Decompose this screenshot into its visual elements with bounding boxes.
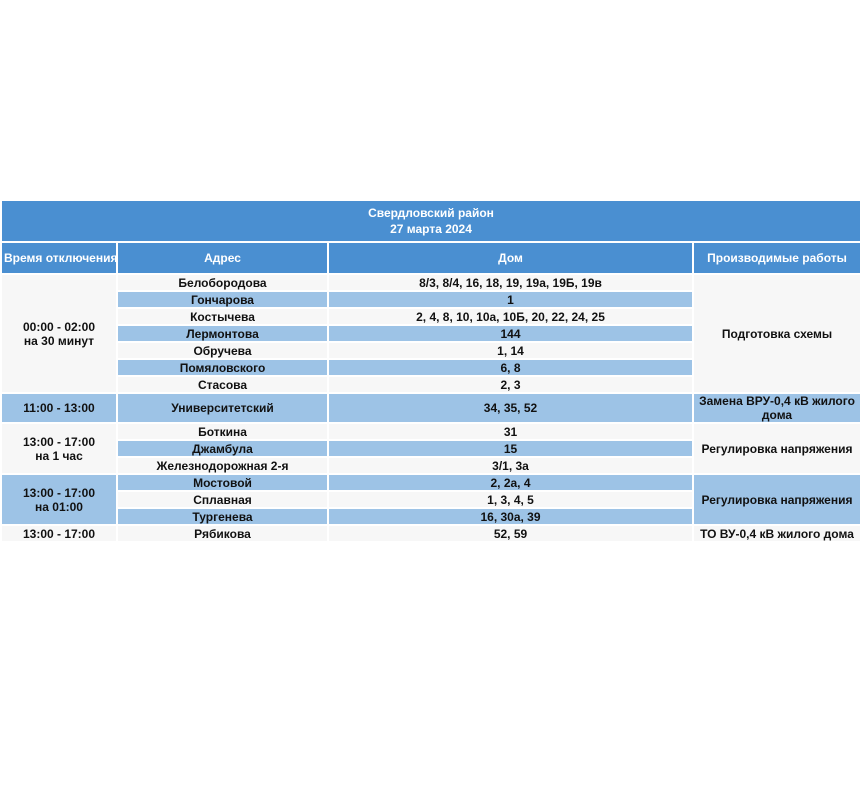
- outage-time-cell: 11:00 - 13:00: [1, 393, 117, 423]
- column-header-time: Время отключения: [1, 242, 117, 274]
- address-cell: Мостовой: [117, 474, 328, 491]
- address-cell: Лермонтова: [117, 325, 328, 342]
- table-row: [1, 274, 860, 291]
- address-cell: Помяловского: [117, 359, 328, 376]
- house-cell: 2, 3: [328, 376, 693, 393]
- address-cell: Сплавная: [117, 491, 328, 508]
- address-cell: Белобородова: [117, 274, 328, 291]
- address-cell: Университетский: [117, 393, 328, 423]
- house-cell: 6, 8: [328, 359, 693, 376]
- work-cell: Подготовка схемы: [693, 274, 860, 393]
- house-cell: 52, 59: [328, 525, 693, 542]
- house-cell: 8/3, 8/4, 16, 18, 19, 19а, 19Б, 19в: [328, 274, 693, 291]
- schedule-date: 27 марта 2024: [390, 222, 472, 236]
- table-row: [1, 393, 860, 423]
- address-cell: Боткина: [117, 423, 328, 440]
- house-cell: 2, 4, 8, 10, 10а, 10Б, 20, 22, 24, 25: [328, 308, 693, 325]
- work-cell: Замена ВРУ-0,4 кВ жилого дома: [693, 393, 860, 423]
- address-cell: Железнодорожная 2-я: [117, 457, 328, 474]
- house-cell: 1: [328, 291, 693, 308]
- column-header-house: Дом: [328, 242, 693, 274]
- address-cell: Джамбула: [117, 440, 328, 457]
- district-name: Свердловский район: [368, 206, 494, 220]
- house-cell: 31: [328, 423, 693, 440]
- address-cell: Обручева: [117, 342, 328, 359]
- column-header-work: Производимые работы: [693, 242, 860, 274]
- column-header-address: Адрес: [117, 242, 328, 274]
- house-cell: 144: [328, 325, 693, 342]
- outage-time-cell: 13:00 - 17:00: [1, 525, 117, 542]
- table-row: [1, 474, 860, 491]
- address-cell: Костычева: [117, 308, 328, 325]
- table-title: [1, 200, 860, 242]
- work-cell: ТО ВУ-0,4 кВ жилого дома: [693, 525, 860, 542]
- outage-time-cell: 00:00 - 02:00 на 30 минут: [1, 274, 117, 393]
- house-cell: 15: [328, 440, 693, 457]
- outage-schedule-table: [0, 199, 860, 543]
- house-cell: 1, 14: [328, 342, 693, 359]
- house-cell: 1, 3, 4, 5: [328, 491, 693, 508]
- house-cell: 2, 2а, 4: [328, 474, 693, 491]
- address-cell: Рябикова: [117, 525, 328, 542]
- work-cell: Регулировка напряжения: [693, 423, 860, 474]
- house-cell: 34, 35, 52: [328, 393, 693, 423]
- house-cell: 16, 30а, 39: [328, 508, 693, 525]
- outage-time-cell: 13:00 - 17:00 на 01:00: [1, 474, 117, 525]
- address-cell: Гончарова: [117, 291, 328, 308]
- address-cell: Тургенева: [117, 508, 328, 525]
- outage-time-cell: 13:00 - 17:00 на 1 час: [1, 423, 117, 474]
- table-row: [1, 525, 860, 542]
- work-cell: Регулировка напряжения: [693, 474, 860, 525]
- address-cell: Стасова: [117, 376, 328, 393]
- house-cell: 3/1, 3а: [328, 457, 693, 474]
- table-row: [1, 423, 860, 440]
